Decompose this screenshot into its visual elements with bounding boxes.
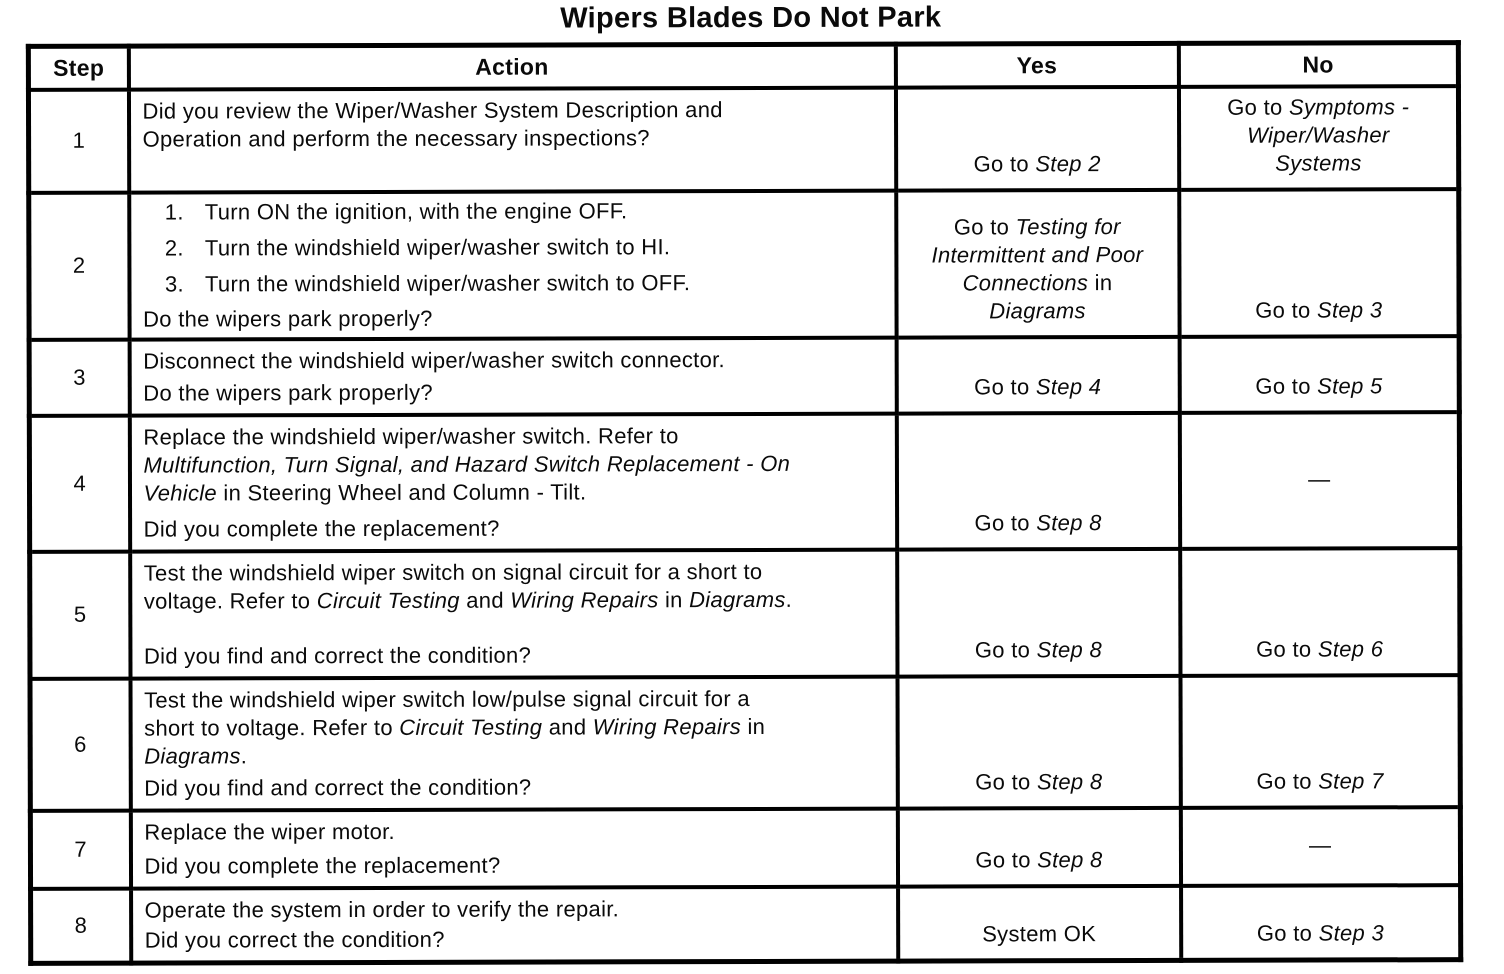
- yes-cell: Go to Step 2: [895, 86, 1178, 190]
- list-number: 1.: [164, 198, 184, 225]
- action-text: Did you review the Wiper/Washer System Description and Operation and perform the necessary inspections?: [142, 96, 723, 152]
- action-question: Did you find and correct the condition?: [144, 774, 532, 801]
- step-cell: 7: [30, 810, 130, 888]
- action-list: [165, 196, 884, 298]
- troubleshooting-table: [26, 40, 1463, 965]
- action-text: Operate the system in order to verify the repair.: [144, 895, 620, 923]
- no-cell: Go to Step 5: [1179, 336, 1459, 413]
- step-cell: 2: [29, 192, 129, 339]
- action-question: Do the wipers park properly?: [143, 305, 433, 332]
- action-cell: [129, 337, 896, 415]
- step-cell: 4: [29, 415, 129, 551]
- action-question: Did you complete the replacement?: [143, 515, 500, 542]
- action-cell: [131, 886, 898, 963]
- no-cell: Go to Step 3: [1179, 189, 1459, 337]
- action-question: Do the wipers park properly?: [143, 379, 433, 406]
- table-row: [28, 86, 1458, 193]
- no-cell: —: [1179, 412, 1459, 549]
- yes-cell: Go to Step 8: [897, 548, 1180, 676]
- table-row: [30, 807, 1460, 889]
- header-yes: Yes: [895, 43, 1178, 87]
- yes-cell: Go to Testing for Intermittent and Poor Connections in Diagrams: [896, 189, 1179, 337]
- step-cell: 1: [28, 89, 128, 192]
- list-item: [165, 232, 884, 262]
- table-row: [30, 675, 1460, 811]
- yes-cell: System OK: [898, 885, 1181, 960]
- header-step: Step: [28, 46, 128, 89]
- action-cell: [128, 87, 895, 192]
- action-text: Replace the windshield wiper/washer switch. Refer to Multifunction, Turn Signal, and Hazard Switch Replacement - On Vehicle in Steering Wheel and Column - Tilt.: [143, 422, 791, 506]
- no-cell: Go to Step 3: [1181, 885, 1461, 960]
- step-cell: 8: [31, 888, 131, 963]
- no-cell: —: [1180, 807, 1460, 886]
- list-text: Turn ON the ignition, with the engine OFF.: [204, 197, 628, 224]
- action-text: Test the windshield wiper switch low/pulse signal circuit for a short to voltage. Refer to Circuit Testing and Wiring Repairs in Diagrams.: [144, 685, 766, 769]
- action-text: Replace the wiper motor.: [144, 818, 395, 845]
- list-number: 3.: [164, 270, 184, 297]
- action-cell: [130, 549, 897, 678]
- table-row: [29, 336, 1459, 416]
- page-title: Wipers Blades Do Not Park: [560, 1, 942, 35]
- list-text: Turn the windshield wiper/washer switch to OFF.: [204, 269, 691, 296]
- action-cell: [130, 676, 897, 810]
- list-item: [165, 196, 884, 226]
- no-cell: Go to Symptoms - Wiper/Washer Systems: [1178, 86, 1458, 190]
- list-item: [165, 268, 884, 298]
- action-cell: [130, 808, 897, 888]
- step-cell: 6: [30, 678, 130, 810]
- no-cell: Go to Step 7: [1180, 675, 1460, 808]
- yes-cell: Go to Step 4: [896, 336, 1179, 413]
- list-number: 2.: [164, 234, 184, 261]
- yes-cell: Go to Step 8: [897, 807, 1180, 886]
- table-row: [29, 189, 1459, 340]
- yes-cell: Go to Step 8: [897, 675, 1180, 808]
- yes-cell: Go to Step 8: [896, 412, 1179, 549]
- header-row: [28, 43, 1458, 90]
- header-no: No: [1178, 43, 1458, 87]
- action-question: Did you complete the replacement?: [144, 852, 501, 879]
- action-question: Did you correct the condition?: [144, 926, 445, 953]
- list-text: Turn the windshield wiper/washer switch to HI.: [204, 233, 671, 260]
- action-cell: [129, 413, 896, 551]
- action-cell: [129, 190, 896, 339]
- table-row: [29, 412, 1459, 552]
- action-text: Test the windshield wiper switch on signal circuit for a short to voltage. Refer to Circuit Testing and Wiring Repairs in Diagrams.: [143, 558, 793, 614]
- action-question: Did you find and correct the condition?: [143, 642, 532, 669]
- table-row: [31, 885, 1461, 963]
- step-cell: 3: [29, 339, 129, 415]
- no-cell: Go to Step 6: [1180, 548, 1460, 676]
- step-cell: 5: [30, 551, 130, 678]
- action-text: Disconnect the windshield wiper/washer switch connector.: [143, 346, 725, 374]
- table-row: [30, 548, 1460, 679]
- header-action: Action: [128, 44, 895, 89]
